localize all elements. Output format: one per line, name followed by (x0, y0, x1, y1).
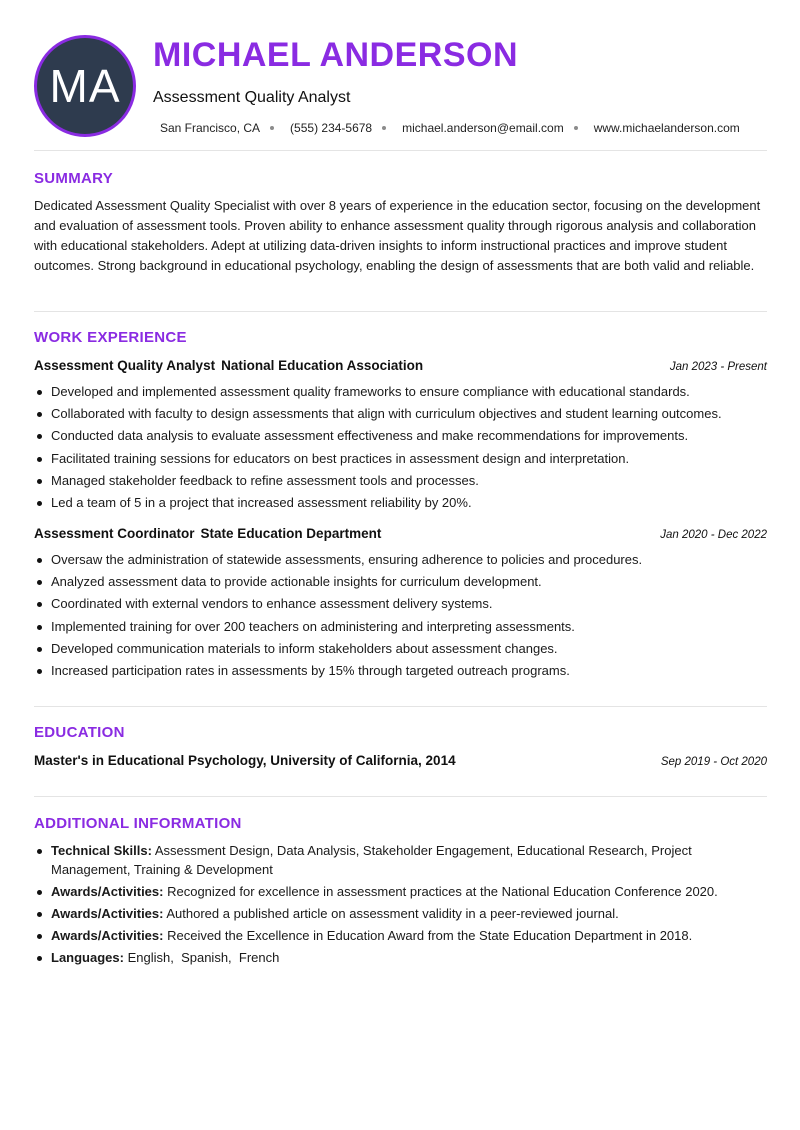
info-text: Assessment Design, Data Analysis, Stakeholder Engagement, Educational Research, Project Management, Training & Development (51, 843, 692, 877)
job-role: Assessment Coordinator (34, 526, 195, 541)
job-dates: Jan 2020 - Dec 2022 (660, 529, 767, 541)
contact-website[interactable]: www.michaelanderson.com (593, 121, 740, 135)
info-text: English, Spanish, French (127, 950, 280, 965)
list-item (34, 842, 774, 879)
info-label: Technical Skills: (51, 843, 152, 858)
list-item: Coordinated with external vendors to enhance assessment delivery systems. (34, 593, 774, 615)
candidate-title: Assessment Quality Analyst (153, 89, 351, 106)
job-dates: Jan 2023 - Present (669, 361, 767, 373)
list-item: Developed communication materials to inform stakeholders about assessment changes. (34, 638, 774, 660)
info-label: Awards/Activities: (51, 905, 164, 921)
list-item (34, 905, 774, 924)
info-label: Awards/Activities: (51, 883, 164, 899)
list-item: Analyzed assessment data to provide actionable insights for curriculum development. (34, 571, 774, 593)
summary-heading: SUMMARY (34, 170, 114, 187)
info-text: Recognized for excellence in assessment practices at the National Education Conference 2020. (167, 883, 718, 899)
info-text: Authored a published article on assessment validity in a peer-reviewed journal. (166, 905, 619, 921)
list-item (34, 949, 774, 968)
info-text: Received the Excellence in Education Award from the State Education Department in 2018. (167, 927, 693, 943)
list-item (34, 927, 774, 946)
education-degree: Master's in Educational Psychology, University of California, 2014 (34, 753, 456, 768)
divider (34, 796, 767, 797)
job-header (34, 526, 767, 541)
list-item: Managed stakeholder feedback to refine assessment tools and processes. (34, 470, 774, 492)
job-bullets (34, 381, 774, 514)
separator-dot (574, 126, 578, 130)
additional-heading: ADDITIONAL INFORMATION (34, 815, 242, 832)
candidate-name: MICHAEL ANDERSON (153, 36, 519, 74)
list-item: Increased participation rates in assessments by 15% through targeted outreach programs. (34, 660, 774, 682)
list-item: Collaborated with faculty to design assessments that align with curriculum objectives and student learning outcomes. (34, 403, 774, 425)
list-item: Conducted data analysis to evaluate assessment effectiveness and make recommendations for improvements. (34, 425, 774, 447)
contact-phone: (555) 234-5678 (290, 121, 373, 135)
experience-heading: WORK EXPERIENCE (34, 329, 187, 346)
separator-dot (382, 126, 386, 130)
job-heading (34, 526, 381, 541)
info-label: Awards/Activities: (51, 927, 164, 943)
contact-bar (160, 121, 740, 135)
list-item: Facilitated training sessions for educators on best practices in assessment design and interpretation. (34, 448, 774, 470)
list-item (34, 883, 774, 902)
education-entry (34, 753, 767, 768)
contact-email[interactable]: michael.anderson@email.com (402, 121, 564, 135)
job-company: National Education Association (221, 358, 424, 373)
list-item: Developed and implemented assessment quality frameworks to ensure compliance with educational standards. (34, 381, 774, 403)
education-dates: Sep 2019 - Oct 2020 (660, 756, 767, 768)
list-item: Oversaw the administration of statewide assessments, ensuring adherence to policies and procedures. (34, 549, 774, 571)
summary-text: Dedicated Assessment Quality Specialist with over 8 years of experience in the education sector, focusing on the development and evaluation of assessment tools. Proven ability to enhance assessment quality through rigorous analysis and collaboration with educational stakeholders. Adept at utilizing data-driven insights to inform instructional practices and improve student outcomes. Strong background in educational psychology, enabling the design of assessments that are both valid and reliable. (34, 198, 761, 273)
avatar-initials: MA (49, 60, 121, 112)
education-heading: EDUCATION (34, 724, 125, 741)
divider (34, 311, 767, 312)
list-item: Led a team of 5 in a project that increased assessment reliability by 20%. (34, 492, 774, 514)
contact-location: San Francisco, CA (160, 121, 261, 135)
info-label: Languages: (51, 950, 124, 965)
job-header (34, 358, 767, 373)
job-role: Assessment Quality Analyst (34, 358, 216, 373)
job-heading (34, 358, 423, 373)
list-item: Implemented training for over 200 teachers on administering and interpreting assessments. (34, 616, 774, 638)
avatar (34, 35, 136, 137)
job-company: State Education Department (200, 526, 382, 541)
additional-list (34, 842, 774, 971)
divider (34, 706, 767, 707)
job-bullets (34, 549, 774, 682)
separator-dot (270, 126, 274, 130)
divider (34, 150, 767, 151)
